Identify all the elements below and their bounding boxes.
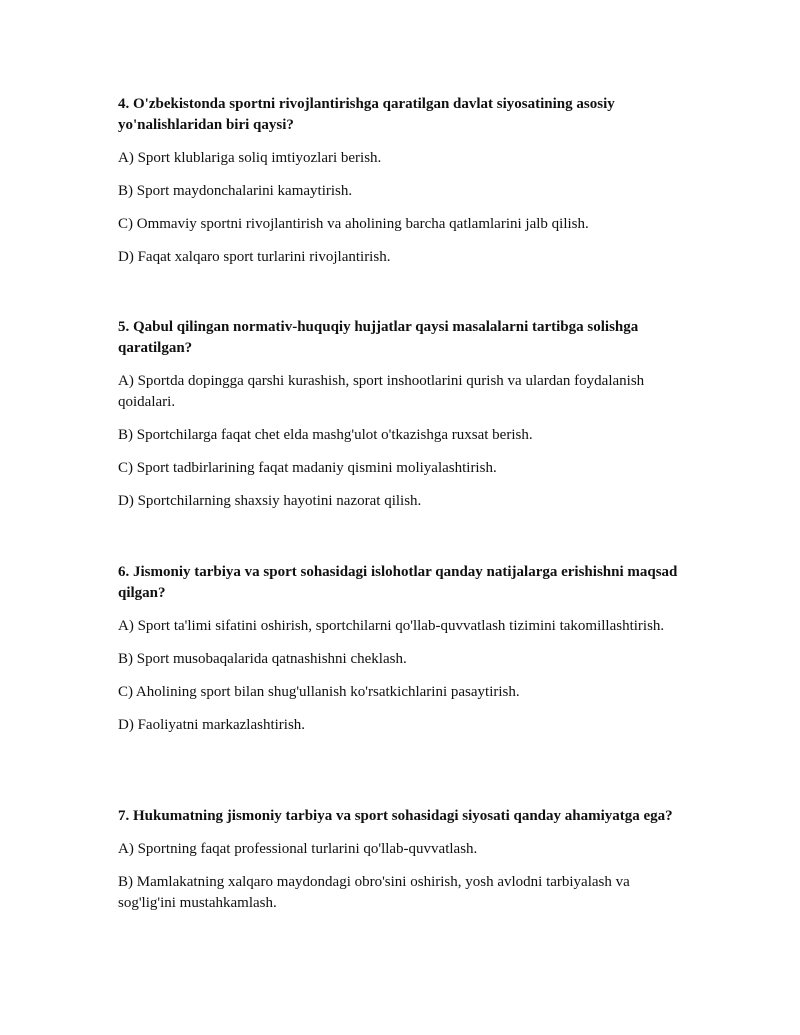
- answer-option-b: B) Sport maydonchalarini kamaytirish.: [118, 183, 353, 199]
- question-4: [118, 94, 678, 280]
- answer-option-b: B) Mamlakatning xalqaro maydondagi obro'sini oshirish, yosh avlodni tarbiyalash va sog'lig'ini mustahkamlash.: [118, 874, 630, 911]
- answer-option-a: A) Sportda dopingga qarshi kurashish, sport inshootlarini qurish va ulardan foydalanish qoidalari.: [118, 373, 645, 410]
- answer-option-a: A) Sport klublariga soliq imtiyozlari berish.: [118, 150, 382, 166]
- answer-option-b: B) Sportchilarga faqat chet elda mashg'ulot o'tkazishga ruxsat berish.: [118, 427, 533, 443]
- question-title: 6. Jismoniy tarbiya va sport sohasidagi islohotlar qanday natijalarga erishishni maqsad qilgan?: [118, 564, 678, 601]
- answer-option-c: C) Ommaviy sportni rivojlantirish va aholining barcha qatlamlarini jalb qilish.: [118, 216, 589, 232]
- answer-option-b: B) Sport musobaqalarida qatnashishni cheklash.: [118, 651, 407, 667]
- answer-option-a: A) Sportning faqat professional turlarini qo'llab-quvvatlash.: [118, 841, 478, 857]
- question-title: 4. O'zbekistonda sportni rivojlantirishga qaratilgan davlat siyosatining asosiy yo'nalishlaridan biri qaysi?: [118, 96, 615, 133]
- answer-option-c: C) Aholining sport bilan shug'ullanish ko'rsatkichlarini pasaytirish.: [118, 684, 520, 700]
- answer-option-d: D) Sportchilarning shaxsiy hayotini nazorat qilish.: [118, 493, 422, 509]
- answer-option-a: A) Sport ta'limi sifatini oshirish, sportchilarni qo'llab-quvvatlash tizimini takomillashtirish.: [118, 618, 665, 634]
- answer-option-d: D) Faoliyatni markazlashtirish.: [118, 717, 306, 733]
- question-5: [118, 317, 678, 524]
- question-7: [118, 806, 678, 926]
- answer-option-c: C) Sport tadbirlarining faqat madaniy qismini moliyalashtirish.: [118, 460, 497, 476]
- question-6: [118, 562, 678, 748]
- question-title: 5. Qabul qilingan normativ-huquqiy hujjatlar qaysi masalalarni tartibga solishga qaratilgan?: [118, 319, 639, 356]
- answer-option-d: D) Faqat xalqaro sport turlarini rivojlantirish.: [118, 249, 391, 265]
- question-title: 7. Hukumatning jismoniy tarbiya va sport sohasidagi siyosati qanday ahamiyatga ega?: [118, 808, 673, 824]
